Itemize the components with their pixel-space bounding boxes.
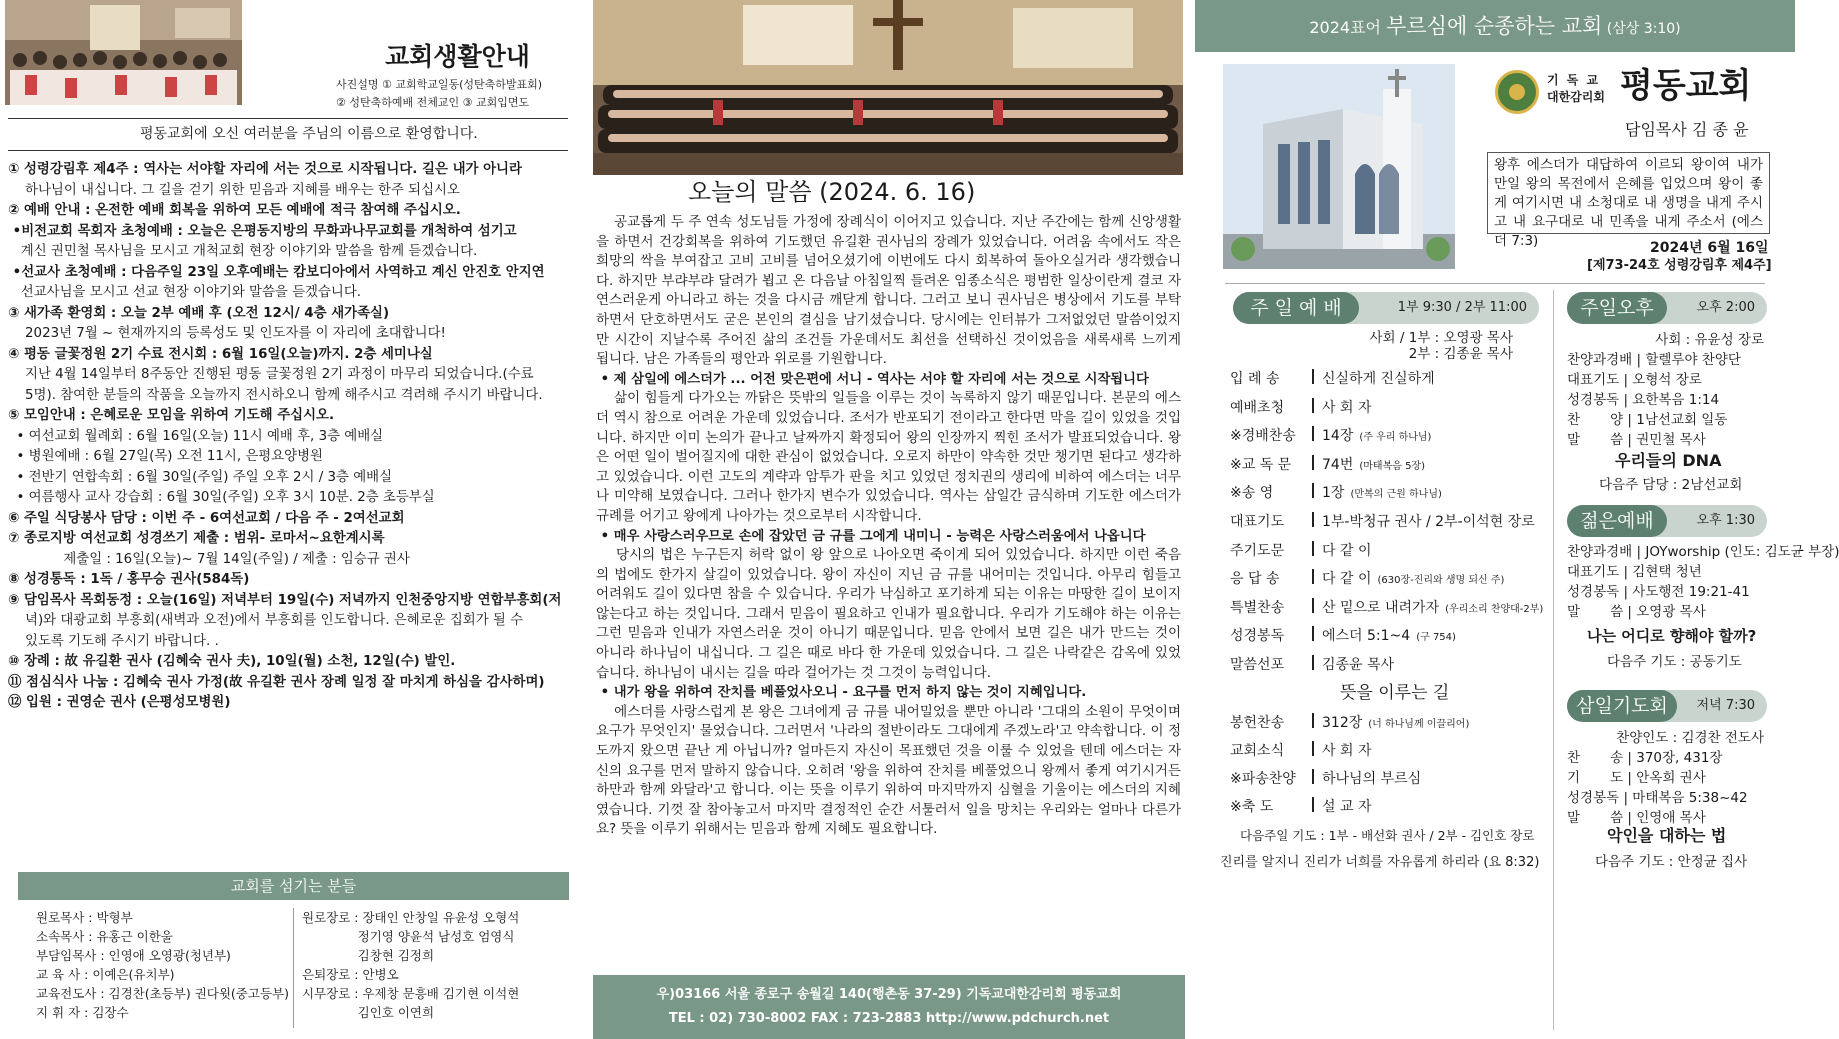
order-row: 성경봉독 | 사도행전 19:21-41 xyxy=(1567,584,1750,600)
announcement-line: 제출일 : 16일(오늘)~ 7월 14일(주일) / 제출 : 임승규 권사 xyxy=(8,551,410,567)
announcement-line: 5명). 참여한 분들의 작품을 오늘까지 전시하오니 함께 해주시고 격려해 주시기 바랍니다. xyxy=(8,387,543,403)
announcement-line: ⑧ 성경통독 : 1독 / 홍무승 권사(584독) xyxy=(8,572,250,587)
announcement-line: ⑪ 점심식사 나눔 : 김혜숙 권사 가정(故 유길환 권사 장례 일정 잘 마치게 하심을 감사하며) xyxy=(8,674,545,690)
order-row: 대표기도 | 오형석 장로 xyxy=(1567,372,1702,388)
order-separator xyxy=(1312,512,1314,527)
order-row: 말 씀 | 인영애 목사 xyxy=(1567,810,1706,826)
sermon-subtitle: 뜻을 이루는 길 xyxy=(1340,683,1450,703)
order-value: 신실하게 진실하게 xyxy=(1322,371,1435,387)
order-value: 산 밑으로 내려가자 xyxy=(1322,599,1440,616)
order-separator xyxy=(1312,426,1314,441)
wednesday-service-label: 삼일기도회 xyxy=(1567,690,1677,722)
order-value: 김종윤 목사 xyxy=(1322,656,1395,673)
order-value: 다 같 이 xyxy=(1322,571,1372,588)
order-value: 하나님의 부르심 xyxy=(1322,771,1422,787)
announcement-line: ③ 새가족 환영회 : 오늘 2부 예배 후 (오전 12시/ 4층 새가족실) xyxy=(8,305,390,321)
announcement-line: • 여선교회 월례회 : 6월 16일(오늘) 11시 예배 후, 3층 예배실 xyxy=(8,428,384,444)
wednesday-order-list xyxy=(1567,728,1772,828)
wednesday-next: 다음주 기도 : 안정균 집사 xyxy=(1595,854,1748,870)
order-row xyxy=(1230,568,1550,597)
order-note: (만복의 근원 하나님) xyxy=(1350,489,1442,501)
order-separator xyxy=(1312,541,1314,556)
order-separator xyxy=(1312,598,1314,613)
order-separator xyxy=(1312,797,1314,812)
wednesday-service-time: 저녁 7:30 xyxy=(1696,698,1755,713)
afternoon-next: 다음주 담당 : 2남선교회 xyxy=(1599,477,1743,493)
divider xyxy=(1553,290,1554,1030)
announcement-line: • 전반기 연합속회 : 6월 30일(주일) 주일 오후 2시 / 3층 예배실 xyxy=(8,469,393,485)
order-value: 1장 xyxy=(1322,485,1345,502)
announcement-line: ⑥ 주일 식당봉사 담당 : 이번 주 - 6여선교회 / 다음 주 - 2여선교회 xyxy=(8,510,405,526)
sermon-point: • 매우 사랑스러우므로 손에 잡았던 금 규를 그에게 내미니 - 능력은 사랑스러움에서 나옵니다 xyxy=(596,528,1146,544)
order-row xyxy=(1230,597,1550,626)
staff-entry: 교 육 사 : 이예은(유치부) xyxy=(36,967,175,982)
staff-list-right xyxy=(302,908,572,1022)
order-row: 찬양과경배 | 할렐루야 찬양단 xyxy=(1567,352,1741,368)
order-row: 기 도 | 안옥희 권사 xyxy=(1567,770,1706,786)
order-row xyxy=(1230,654,1550,683)
motto-banner xyxy=(1195,0,1795,52)
divider xyxy=(8,118,568,119)
youth-service-label: 젊은예배 xyxy=(1567,505,1667,537)
order-row xyxy=(1230,482,1550,511)
banner-prefix: 2024표어 xyxy=(1309,18,1387,37)
order-label: ※축 도 xyxy=(1230,799,1274,815)
order-row xyxy=(1230,540,1550,569)
order-separator xyxy=(1312,398,1314,413)
next-week-prayer: 다음주일 기도 : 1부 - 배선화 권사 / 2부 - 김인호 장로 xyxy=(1240,828,1535,843)
order-value: 에스더 5:1~4 xyxy=(1322,628,1411,645)
youth-service-time: 오후 1:30 xyxy=(1696,513,1755,528)
sunday-closing-list xyxy=(1230,712,1550,824)
order-separator xyxy=(1312,741,1314,756)
order-row: 성경봉독 | 마태복음 5:38~42 xyxy=(1567,790,1748,806)
order-row xyxy=(1230,368,1550,397)
afternoon-order-list xyxy=(1567,330,1772,450)
afternoon-service-label: 주일오후 xyxy=(1567,292,1667,324)
staff-entry: 교육전도사 : 김경찬(초등부) 권다윗(중고등부) xyxy=(36,986,289,1001)
staff-header: 교회를 섬기는 분들 xyxy=(18,872,569,900)
afternoon-subtitle: 우리들의 DNA xyxy=(1615,451,1722,470)
afternoon-service-header xyxy=(1567,292,1767,324)
order-row: 성경봉독 | 요한복음 1:14 xyxy=(1567,392,1720,408)
order-row: 대표기도 | 김현택 청년 xyxy=(1567,564,1702,580)
order-note: (주 우리 하나님) xyxy=(1359,432,1432,444)
announcement-line: ⑦ 종로지방 여선교회 성경쓰기 제출 : 범위- 로마서~요한계시록 xyxy=(8,531,385,546)
staff-entry: 소속목사 : 유홍근 이한울 xyxy=(36,929,173,944)
announcement-line: • 병원예배 : 6월 27일(목) 오전 11시, 은평요양병원 xyxy=(8,449,323,464)
youth-subtitle: 나는 어디로 향해야 할까? xyxy=(1587,627,1757,645)
denomination-label: 대한감리회 xyxy=(1547,90,1605,104)
divider xyxy=(293,908,294,1028)
order-label: 응 답 송 xyxy=(1230,571,1280,588)
divider xyxy=(8,150,568,151)
order-separator xyxy=(1312,655,1314,670)
order-row xyxy=(1230,740,1550,768)
announcement-line: ① 성령강림후 제4주 : 역사는 서야할 자리에 서는 것으로 시작됩니다. 길은 내가 아니라 xyxy=(8,162,522,177)
order-row: 찬양과경배 | JOYworship (인도: 김도균 부장) xyxy=(1567,544,1839,560)
order-value: 14장 xyxy=(1322,428,1354,445)
service-leader: 2부 : 김종윤 목사 xyxy=(1408,346,1513,362)
announcement-line: ⑩ 장례 : 故 유길환 권사 (김혜숙 권사 夫), 10일(월) 소천, 12일(수) 발인. xyxy=(8,654,456,669)
order-label: ※송 영 xyxy=(1230,485,1274,502)
youth-next: 다음주 기도 : 공동기도 xyxy=(1607,654,1742,670)
announcement-line: 있도록 기도해 주시기 바랍니다. . xyxy=(8,633,219,649)
sermon-point: • 내가 왕을 위하여 잔치를 베풀었사오니 - 요구를 먼저 하지 않는 것이 지혜입니다. xyxy=(596,685,1087,701)
panel-bulletin-cover xyxy=(1195,0,1839,1039)
order-label: 예배초청 xyxy=(1230,399,1285,416)
announcement-line: 선교사님을 모시고 선교 현장 이야기와 말씀을 듣겠습니다. xyxy=(8,285,362,300)
afternoon-service-time: 오후 2:00 xyxy=(1696,300,1755,315)
order-value: 설 교 자 xyxy=(1322,799,1372,815)
announcement-line: 녁)와 대광교회 부흥회(새벽과 오전)에서 부흥회를 인도합니다. 은혜로운 집회가 될 수 xyxy=(8,613,524,628)
sermon-paragraph: 에스더를 사랑스럽게 본 왕은 그녀에게 금 규를 내어밀었을 뿐만 아니라 '그대의 소원이 무엇이며 요구가 무엇인지' 물었습니다. 그러면서 '나라의 절반이라도 그대에게 주겠노라'고 약속합니다. 이 정도까지 왔으면 끝난 게 아닙니까? 얼마든지 자신이 목표했던 것을 이룰 수 있었을 텐데 에스더는 자신의 요구를 먼저 말하지 않습니다. 오히려 '왕을 위하여 잔치를 베풀었으니 왕께서 좋게 여기시거든 하만과 함께 와달라'고 합니다. 이는 뜻을 이루기 위하여 마지막까지 심혈을 기울이는 에스더의 지혜였습니다. 기껏 잘 참아놓고서 마지막 결정적인 순간 서툴러서 일을 망치는 우리와는 얼마나 다른가요? 뜻을 이루기 위해서는 믿음과 함께 지혜도 필요합니다. xyxy=(596,703,1186,838)
sermon-title: 오늘의 말씀 (2024. 6. 16) xyxy=(688,178,976,206)
staff-entry: 김인호 이연희 xyxy=(302,1005,435,1020)
photo-caption: ② 성탄축하예배 전체교인 ③ 교회입면도 xyxy=(336,96,530,109)
order-label: 봉헌찬송 xyxy=(1230,715,1285,731)
issue-number: [제73-24호 성령강림후 제4주] xyxy=(1587,258,1772,273)
order-row xyxy=(1230,625,1550,654)
staff-entry: 부담임목사 : 인영애 오영광(청년부) xyxy=(36,948,231,963)
staff-entry: 시무장로 : 우제창 문흥배 김기현 이석현 xyxy=(302,986,520,1001)
youth-service-header xyxy=(1567,505,1767,537)
announcement-line: ⑨ 담임목사 목회동정 : 오늘(16일) 저녁부터 19일(수) 저녁까지 인천중앙지방 연합부흥회(저 xyxy=(8,592,562,608)
divider xyxy=(1225,283,1765,284)
sermon-paragraph: 당시의 법은 누구든지 허락 없이 왕 앞으로 나아오면 죽이게 되어 있었습니다. 하지만 이런 죽음의 법에도 한가지 살길이 있었습니다. 왕이 자신이 지닌 금 규를 내어미는 것입니다. 아무리 힘들고 어려워도 길이 있다면 참을 수 있습니다. 우리가 낙심하고 포기하게 되는 이유는 마땅한 길이 보이지 않는다고 하는 것입니다. 그래서 믿음이 필요하고 인내가 필요합니다. 우리가 기도해야 하는 이유는 그런 믿음과 인내가 자연스러운 것이 아니기 때문입니다. 믿음 안에서 보면 길은 내가 만드는 것이 아니라 하나님이 내십니다. 그 길은 때로 바다 한 가운데 있었습니다. 그 길은 나락같은 감옥에 있었습니다. 하나님이 내시는 길을 따라 걸어가는 것 그것이 능력입니다. xyxy=(596,547,1186,681)
photo-congregation xyxy=(593,0,1183,175)
youth-order-list xyxy=(1567,542,1839,622)
order-label: 성경봉독 xyxy=(1230,628,1285,645)
sunday-service-label: 주 일 예 배 xyxy=(1233,292,1359,324)
order-value: 74번 xyxy=(1322,456,1354,473)
welcome-text: 평동교회에 오신 여러분을 주님의 이름으로 환영합니다. xyxy=(140,126,478,142)
order-label: 특별찬송 xyxy=(1230,599,1285,616)
announcement-line: 계신 권민철 목사님을 모시고 개척교회 현장 이야기와 말씀을 함께 듣겠습니다. xyxy=(8,244,478,259)
order-label: 주기도문 xyxy=(1230,542,1285,559)
staff-list-left xyxy=(36,908,296,1022)
order-row: 찬 송 | 370장, 431장 xyxy=(1567,750,1723,766)
order-value: 1부-박청규 권사 / 2부-이석현 장로 xyxy=(1322,513,1535,530)
weekly-motto: 진리를 알지니 진리가 너희를 자유롭게 하리라 (요 8:32) xyxy=(1220,855,1540,870)
photo-caption: 사진설명 ① 교회학교일동(성탄축하발표회) xyxy=(336,78,543,91)
order-value: 사 회 자 xyxy=(1322,743,1372,759)
church-address: 우)03166 서울 종로구 송월길 140(행촌동 37-29) 기독교대한감리회 평동교회 xyxy=(656,987,1122,1002)
order-label: ※교 독 문 xyxy=(1230,456,1292,473)
order-note: (630장-진리와 생명 되신 주) xyxy=(1377,575,1505,587)
page-title: 교회생활안내 xyxy=(385,42,530,71)
panel-church-life xyxy=(0,0,580,1039)
order-row: 말 씀 | 오영광 목사 xyxy=(1567,604,1706,620)
order-note: (너 하나님께 이끌리어) xyxy=(1368,719,1470,730)
order-value: 312장 xyxy=(1322,715,1363,731)
wednesday-service-header xyxy=(1567,690,1767,722)
banner-ref: (삼상 3:10) xyxy=(1602,21,1681,37)
staff-entry: 지 휘 자 : 김장수 xyxy=(36,1005,129,1020)
church-name: 평동교회 xyxy=(1620,66,1752,106)
denomination-label: 기 독 교 xyxy=(1547,73,1601,87)
wednesday-subtitle: 악인을 대하는 법 xyxy=(1607,826,1727,845)
order-label: 대표기도 xyxy=(1230,513,1285,530)
order-row: 찬 양 | 1남선교회 일동 xyxy=(1567,412,1728,428)
order-separator xyxy=(1312,626,1314,641)
staff-entry: 정기영 양윤석 남성호 엄영식 xyxy=(302,929,515,944)
announcement-line: • 여름행사 교사 강습회 : 6월 30일(주일) 오후 3시 10분. 2층 초등부실 xyxy=(8,490,435,505)
order-label: 교회소식 xyxy=(1230,743,1285,759)
panel-sermon xyxy=(590,0,1190,1039)
order-value: 다 같 이 xyxy=(1322,542,1372,559)
sermon-point: • 제 삼일에 에스더가 ... 어전 맞은편에 서니 - 역사는 서야 할 자리에 서는 것으로 시작됩니다 xyxy=(596,371,1149,387)
order-row xyxy=(1230,712,1550,740)
order-label: 말씀선포 xyxy=(1230,656,1285,673)
order-row: 사회 : 유윤성 장로 xyxy=(1655,332,1764,348)
order-row xyxy=(1230,397,1550,426)
sermon-paragraph: 공교롭게 두 주 연속 성도님들 가정에 장례식이 이어지고 있습니다. 지난 주간에는 함께 신앙생활을 하면서 건강회복을 위하여 기도했던 유길환 권사님의 장례가 있었습니다. 어려움 속에서도 작은 희망의 싹을 부여잡고 고비 고비를 넘어오셨기에 이번에도 다시 회복하여 돌아오실거라 생각했습니다. 하지만 부랴부랴 달려가 뵙고 온 다음날 아침일찍 들려온 임종소식은 평범한 일상이란게 결코 자연스러운게 아니라고 하는 것을 다시금 깨닫게 합니다. 그러고 보니 권사님은 병상에서 기도를 부탁하면서 단호하면서도 굳은 본인의 결심을 남기셨습니다. 당시에는 인터뷰가 그저없었던 말씀이었지만 시간이 지날수록 주어진 삶의 조건들 가운데서도 최선을 선택하신 것이었음을 새록새록 느끼게 됩니다. 남은 가족들의 평안과 위로를 기원합니다. xyxy=(596,214,1186,368)
announcement-line: ⑤ 모임안내 : 은혜로운 모임을 위하여 기도해 주십시오. xyxy=(8,408,335,423)
staff-entry: 원로목사 : 박형부 xyxy=(36,910,133,925)
order-row: 찬양인도 : 김경찬 전도사 xyxy=(1616,730,1764,746)
order-label: ※경배찬송 xyxy=(1230,428,1296,445)
announcement-line: •선교사 초청예배 : 다음주일 23일 오후예배는 캄보디아에서 사역하고 계신 안진호 안지연 xyxy=(8,264,545,280)
announcement-line: ⑫ 입원 : 권영순 권사 (은평성모병원) xyxy=(8,695,231,710)
sunday-service-time: 1부 9:30 / 2부 11:00 xyxy=(1397,300,1527,315)
photo-church-school xyxy=(5,0,242,105)
order-separator xyxy=(1312,713,1314,728)
order-separator xyxy=(1312,569,1314,584)
church-building-image xyxy=(1223,64,1455,269)
announcement-list xyxy=(8,160,578,714)
order-row xyxy=(1230,768,1550,796)
order-note: (구 754) xyxy=(1416,632,1456,644)
staff-entry: 김창현 김정희 xyxy=(302,948,435,963)
order-separator xyxy=(1312,369,1314,384)
announcement-line: ④ 평동 글꽃정원 2기 수료 전시회 : 6월 16일(오늘)까지. 2층 세미나실 xyxy=(8,346,433,362)
banner-title: 부르심에 순종하는 교회 xyxy=(1386,14,1603,38)
order-value: 사 회 자 xyxy=(1322,399,1372,416)
order-row xyxy=(1230,425,1550,454)
order-row: 말 씀 | 권민철 목사 xyxy=(1567,432,1706,448)
bulletin-date: 2024년 6월 16일 xyxy=(1650,240,1769,256)
order-separator xyxy=(1312,483,1314,498)
footer-address-bar xyxy=(593,975,1185,1039)
service-leader: 사회 / 1부 : 오영광 목사 xyxy=(1369,330,1513,346)
announcement-line: 지난 4월 14일부터 8주동안 진행된 평동 글꽃정원 2기 과정이 마무리 되었습니다.(수료 xyxy=(8,367,534,382)
announcement-line: 하나님이 내십니다. 그 길을 걷기 위한 믿음과 지혜를 배우는 한주 되십시오 xyxy=(8,182,460,198)
church-contact: TEL : 02) 730-8002 FAX : 723-2883 http://www.pdchurch.net xyxy=(668,1011,1110,1026)
sunday-service-header xyxy=(1233,292,1539,324)
pastor-name: 담임목사 김 종 윤 xyxy=(1625,120,1749,139)
order-row xyxy=(1230,796,1550,824)
announcement-line: 2023년 7월 ~ 현재까지의 등록성도 및 인도자를 이 자리에 초대합니다! xyxy=(8,326,446,341)
order-label: 입 례 송 xyxy=(1230,371,1280,387)
order-separator xyxy=(1312,769,1314,784)
sunday-order-list xyxy=(1230,368,1550,683)
announcement-line: ② 예배 안내 : 온전한 예배 회복을 위하여 모든 예배에 적극 참여해 주십시오. xyxy=(8,203,461,218)
church-logo-icon xyxy=(1495,70,1539,114)
order-note: (마태복음 5장) xyxy=(1359,460,1425,472)
order-note: (우리소리 찬양대-2부) xyxy=(1445,603,1544,615)
order-label: ※파송찬양 xyxy=(1230,771,1296,787)
order-row xyxy=(1230,511,1550,540)
staff-entry: 은퇴장로 : 안병오 xyxy=(302,967,399,982)
staff-entry: 원로장로 : 장태인 안창일 유윤성 오형석 xyxy=(302,910,520,925)
sermon-body xyxy=(596,213,1186,840)
sermon-paragraph: 삶이 힘들게 다가오는 까닭은 뜻밖의 일들을 이루는 것이 녹록하지 않기 때문입니다. 본문의 에스더 역시 참으로 어려운 가운데 있었습니다. 조서가 반포되기 전이라고 한다면 막을 길이 있었을 것입니다. 하지만 이미 논의가 끝나고 날짜까지 확정되어 왕의 인장까지 찍힌 조서가 발표되었습니다. 왕은 어떤 일이 벌어질지에 대한 관심이 없었습니다. 오로지 하만이 약속한 것만 챙기면 된다고 생각하고 있었습니다. 이런 고도의 계략과 암투가 판을 치고 있었던 정치권의 생리에 비하여 에스더는 너무나 미약해 보였습니다. 그러나 한가지 변수가 있었습니다. 역사는 삼일간 금식하며 기도한 에스더가 규례를 어기고 왕에게 나아가는 것으로부터 시작합니다. xyxy=(596,390,1186,524)
announcement-line: •비전교회 목회자 초청예배 : 오늘은 은평동지방의 무화과나무교회를 개척하여 섬기고 xyxy=(8,223,517,239)
scripture-verse-box: 왕후 에스더가 대답하여 이르되 왕이여 내가 만일 왕의 목전에서 은혜를 입었으며 왕이 좋게 여기시면 내 소청대로 내 생명을 내게 주시고 내 요구대로 내 민족을 내게 주소서 (에스더 7:3) xyxy=(1487,152,1770,234)
